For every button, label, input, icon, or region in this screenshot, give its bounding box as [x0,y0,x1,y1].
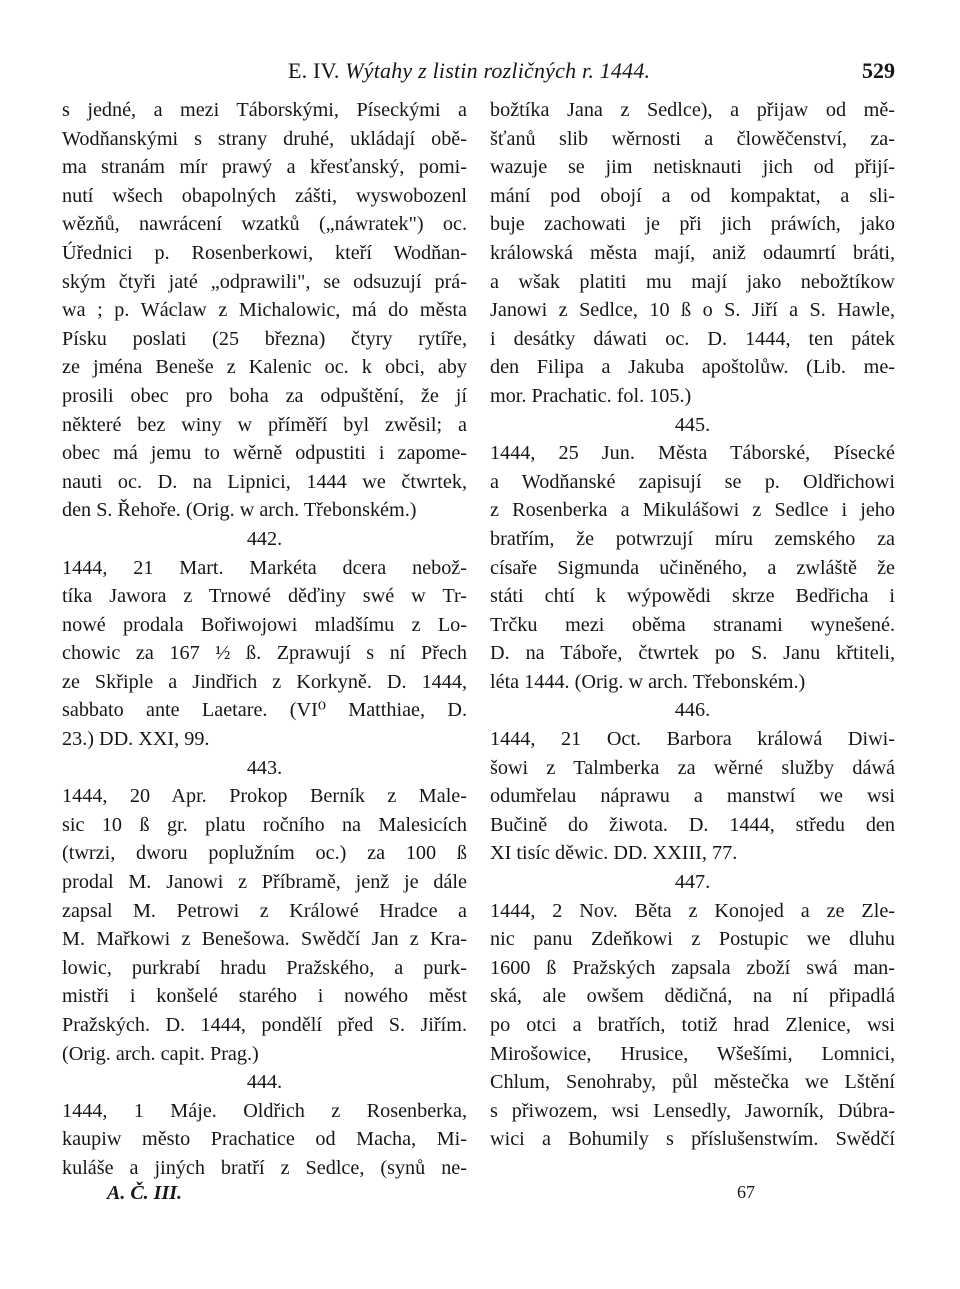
text-line: (Orig. arch. capit. Prag.) [62,1042,259,1065]
text-line: s jedné, a mezi Táborskými, Píseckými a [62,99,467,121]
text-line: Trčku mezi oběma stranami wynešené. [490,613,895,636]
text-line: lowic, purkrabí hradu Pražského, a purk- [62,956,467,979]
text-line: Wodňanskými s strany druhé, ukládají obě- [62,127,467,150]
text-line: Bučině do žiwota. D. 1444, středu den [490,813,895,836]
text-line: některé bez winy w příměří byl zwěsil; a [62,413,467,436]
text-line: chowic za 167 ½ ß. Zprawují s ní Přech [62,642,467,665]
text-line: ská, ale owšem dědičná, na ní připadlá [490,985,895,1008]
folio-number: 67 [737,1182,755,1202]
text-line: z Rosenberka a Mikulášowi z Sedlce i jeho [490,499,895,522]
text-line: nauti oc. D. na Lipnici, 1444 we čtwrtek, [62,470,467,493]
text-line: obec má jemu to wěrně odpustiti i zapome- [62,442,467,465]
text-line: Písku poslati (25 března) čtyry rytíře, [62,327,467,350]
text-line: wa ; p. Wáclaw z Michalowic, má do města [62,299,467,322]
text-line: šowi z Talmberka za wěrné služby dáwá [490,756,895,779]
running-header [60,48,895,88]
entry-number: 442. [246,527,283,550]
text-line: ze jména Beneše z Kalenic oc. k obci, aby [62,356,467,379]
text-line: 1444, 1 Máje. Oldřich z Rosenberka, [62,1099,467,1122]
entry-number: 446. [674,699,711,722]
entry-number: 447. [674,871,711,894]
text-line: den Filipa a Jakuba apoštolůw. (Lib. me- [490,356,895,379]
text-line: s přiwozem, wsi Lensedly, Jaworník, Dúbra- [490,1099,895,1122]
text-line: císaře Sigmunda učiněného, a zwláště že [490,556,895,579]
text-line: králowská města mají, aniž odaumrtí bráti, [490,241,895,264]
right-column [490,96,895,1154]
entry-number: 443. [246,756,283,779]
text-line: den S. Řehoře. (Orig. w arch. Třebonském.) [62,499,417,522]
text-line: bratřím, že potwrzují míru zemského za [490,527,895,550]
text-line: 1600 ß Pražských zapsala zboží swá man- [490,956,895,979]
entry-number: 444. [246,1071,283,1094]
text-line: nic panu Zdeňkowi z Postupic we dluhu [490,928,895,951]
text-line: kuláše a jiných bratří z Sedlce, (synů ne- [62,1156,467,1179]
text-line: prosili obec pro boha za odpuštění, že jí [62,384,467,407]
text-line: 1444, 25 Jun. Města Táborské, Písecké [490,442,895,465]
signature-mark: A. Č. III. [107,1182,183,1204]
text-line: 1444, 2 Nov. Běta z Konojed a ze Zle- [490,899,895,922]
entry-number: 445. [674,413,711,436]
text-line: prodal M. Janowi z Příbramě, jenž je dále [62,871,467,894]
text-line: 23.) DD. XXI, 99. [62,728,210,751]
text-line: Chlum, Senohraby, půl městečka we Lštění [490,1071,895,1094]
text-line: wazuje se jim netisknauti jich od přijí- [490,156,895,179]
page-number: 529 [862,58,895,83]
running-title-text: Wýtahy z listin rozličných r. 1444. [345,58,651,83]
text-line: odumřelau náprawu a manstwí we wsi [490,785,895,808]
text-line: léta 1444. (Orig. w arch. Třebonském.) [490,670,806,693]
text-line: sabbato ante Laetare. (VI⁰ Matthiae, D. [62,699,467,722]
text-line: a Wodňanské zapisují se p. Oldřichowi [490,470,895,493]
text-line: D. na Táboře, čtwrtek po S. Janu křtiteli, [490,642,895,665]
text-line: Úřednici p. Rosenberkowi, kteří Wodňan- [62,241,467,264]
text-line: wězňů, nawrácení wzatků („náwratek") oc. [62,213,467,236]
text-line: buje zachowati je při jich práwích, jako [490,213,895,236]
text-line: i desátky dáwati oc. D. 1444, ten pátek [490,327,895,350]
section-number: E. IV. [288,58,340,83]
text-line: kaupiw město Prachatice od Macha, Mi- [62,1128,467,1151]
text-line: ze Skřiple a Jindřich z Korkyně. D. 1444, [62,670,467,693]
text-line: šťanů slib wěrnosti a člowěčenství, za- [490,127,895,150]
text-line: Mirošowice, Hrusice, Wšešími, Lomnici, [490,1042,895,1065]
text-line: Pražských. D. 1444, pondělí před S. Jiřím. [62,1014,467,1036]
text-line: zapsal M. Petrowi z Králowé Hradce a [62,899,467,922]
text-line: po otci a bratřích, totiž hrad Zlenice, wsi [490,1014,895,1036]
text-line: 1444, 21 Mart. Markéta dcera nebož- [62,556,467,579]
text-line: nowé prodala Bořiwojowi mladšímu z Lo- [62,613,467,636]
text-line: božtíka Jana z Sedlce), a přijaw od mě- [490,99,895,121]
left-column [62,96,467,1183]
page-footer [62,1182,897,1212]
text-line: mor. Prachatic. fol. 105.) [490,384,692,407]
text-line: 1444, 21 Oct. Barbora králowá Diwi- [490,728,895,751]
text-line: ma stranám mír prawý a křesťanský, pomi- [62,156,467,179]
text-line: XI tisíc děwic. DD. XXIII, 77. [490,842,738,865]
text-line: mistři i konšelé starého i nowého měst [62,985,467,1008]
text-line: ským čtyři jaté „odprawili", se odsuzují prá- [62,270,467,293]
text-line: Janowi z Sedlce, 10 ß o S. Jiří a S. Hawle, [490,299,895,322]
text-line: tíka Jawora z Trnowé děďiny swé w Tr- [62,585,467,608]
text-line: (twrzi, dworu poplužním oc.) za 100 ß [62,842,467,865]
running-title [288,58,650,84]
text-line: mání pod obojí a od kompaktat, a sli- [490,184,895,207]
text-line: wici a Bohumily s příslušenstwím. Swědčí [490,1128,895,1151]
text-line: a wšak platiti mu mají jako nebožtíkow [490,270,895,293]
text-line: státi chtí k wýpowědi skrze Bedřicha i [490,585,895,608]
text-line: 1444, 20 Apr. Prokop Berník z Male- [62,785,467,808]
text-line: nutí wšech obapolných zášti, wyswobozenl [62,184,467,207]
text-line: sic 10 ß gr. platu ročního na Malesicích [62,813,467,836]
text-line: M. Mařkowi z Benešowa. Swědčí Jan z Kra- [62,928,467,951]
